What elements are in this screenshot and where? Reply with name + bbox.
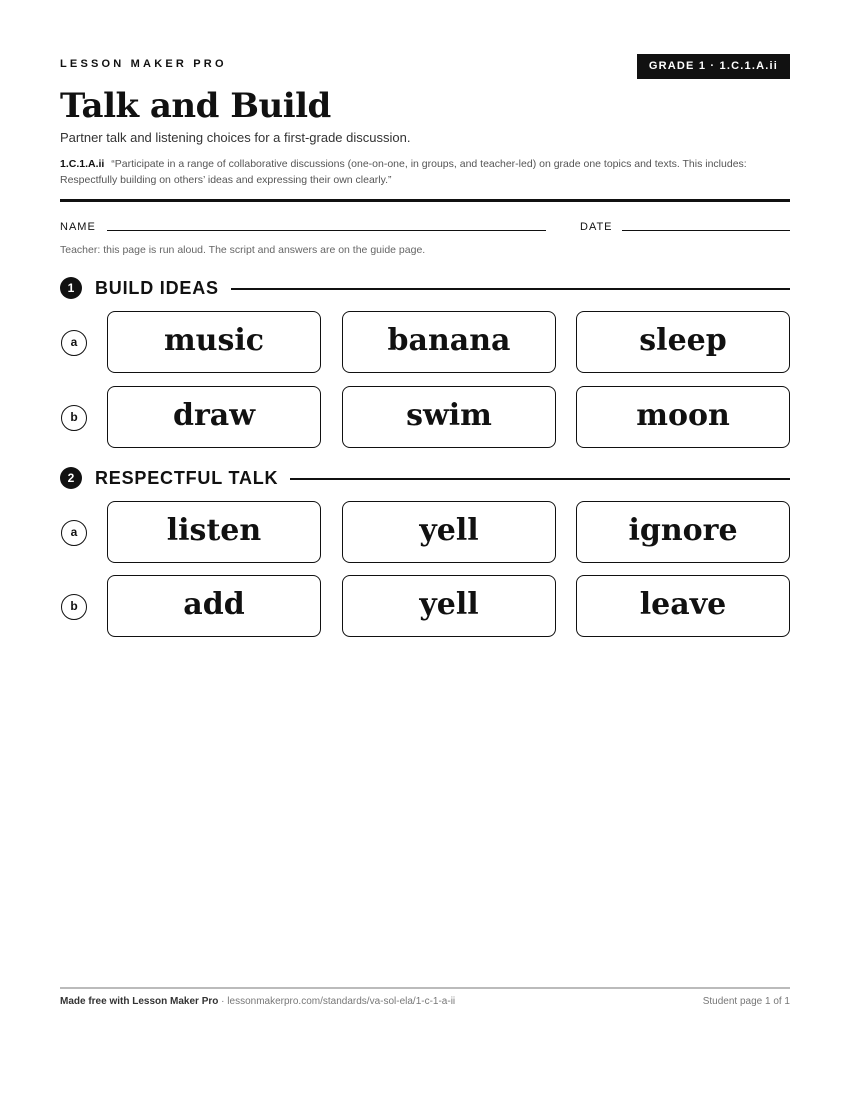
footer-made-with: Made free with Lesson Maker Pro xyxy=(60,996,219,1007)
section-number: 2 xyxy=(60,467,82,489)
row-letter-badge: b xyxy=(61,405,87,431)
question-row xyxy=(60,575,790,637)
choice-card[interactable]: ignore xyxy=(576,501,790,563)
question-row xyxy=(60,311,790,373)
teacher-note: Teacher: this page is run aloud. The script and answers are on the guide page. xyxy=(60,244,426,256)
name-field[interactable] xyxy=(107,230,546,231)
grade-badge: GRADE 1 · 1.C.1.A.ii xyxy=(637,54,790,79)
name-label: NAME xyxy=(60,221,96,233)
choice-card[interactable]: swim xyxy=(342,386,556,448)
date-label: DATE xyxy=(580,221,613,233)
row-letter-badge: a xyxy=(61,330,87,356)
question-row xyxy=(60,386,790,448)
standard-code: 1.C.1.A.ii xyxy=(60,158,105,170)
standard-text: “Participate in a range of collaborative discussions (one-on-one, in groups, and teacher-led) on grade one topics and texts. This includes: Respectfully building on others’ ideas and expressing their own clearly.” xyxy=(60,158,747,186)
choice-card[interactable]: yell xyxy=(342,501,556,563)
row-letter-badge: a xyxy=(61,520,87,546)
section-title: RESPECTFUL TALK xyxy=(95,465,290,491)
footer-page-number: Student page 1 of 1 xyxy=(702,996,790,1007)
choice-card[interactable]: draw xyxy=(107,386,321,448)
section-respectful-talk-header xyxy=(60,465,790,489)
footer-divider xyxy=(60,987,790,989)
page-subtitle: Partner talk and listening choices for a first-grade discussion. xyxy=(60,130,411,145)
section-title: BUILD IDEAS xyxy=(95,275,231,301)
row-letter-badge: b xyxy=(61,594,87,620)
question-row xyxy=(60,501,790,563)
choice-card[interactable]: moon xyxy=(576,386,790,448)
section-build-ideas-header xyxy=(60,275,790,299)
date-field[interactable] xyxy=(622,230,790,231)
page-title: Talk and Build xyxy=(60,86,331,126)
choice-card[interactable]: listen xyxy=(107,501,321,563)
worksheet-page xyxy=(60,0,790,1100)
choice-card[interactable]: yell xyxy=(342,575,556,637)
brand-name: LESSON MAKER PRO xyxy=(60,58,227,70)
footer-separator: · xyxy=(218,996,228,1007)
standard-description xyxy=(60,156,790,188)
choice-card[interactable]: music xyxy=(107,311,321,373)
footer-url[interactable]: lessonmakerpro.com/standards/va-sol-ela/1-c-1-a-ii xyxy=(227,996,456,1007)
choice-card[interactable]: banana xyxy=(342,311,556,373)
choice-card[interactable]: sleep xyxy=(576,311,790,373)
choice-card[interactable]: leave xyxy=(576,575,790,637)
footer-credit xyxy=(60,996,455,1007)
choice-card[interactable]: add xyxy=(107,575,321,637)
header-divider xyxy=(60,199,790,202)
section-number: 1 xyxy=(60,277,82,299)
